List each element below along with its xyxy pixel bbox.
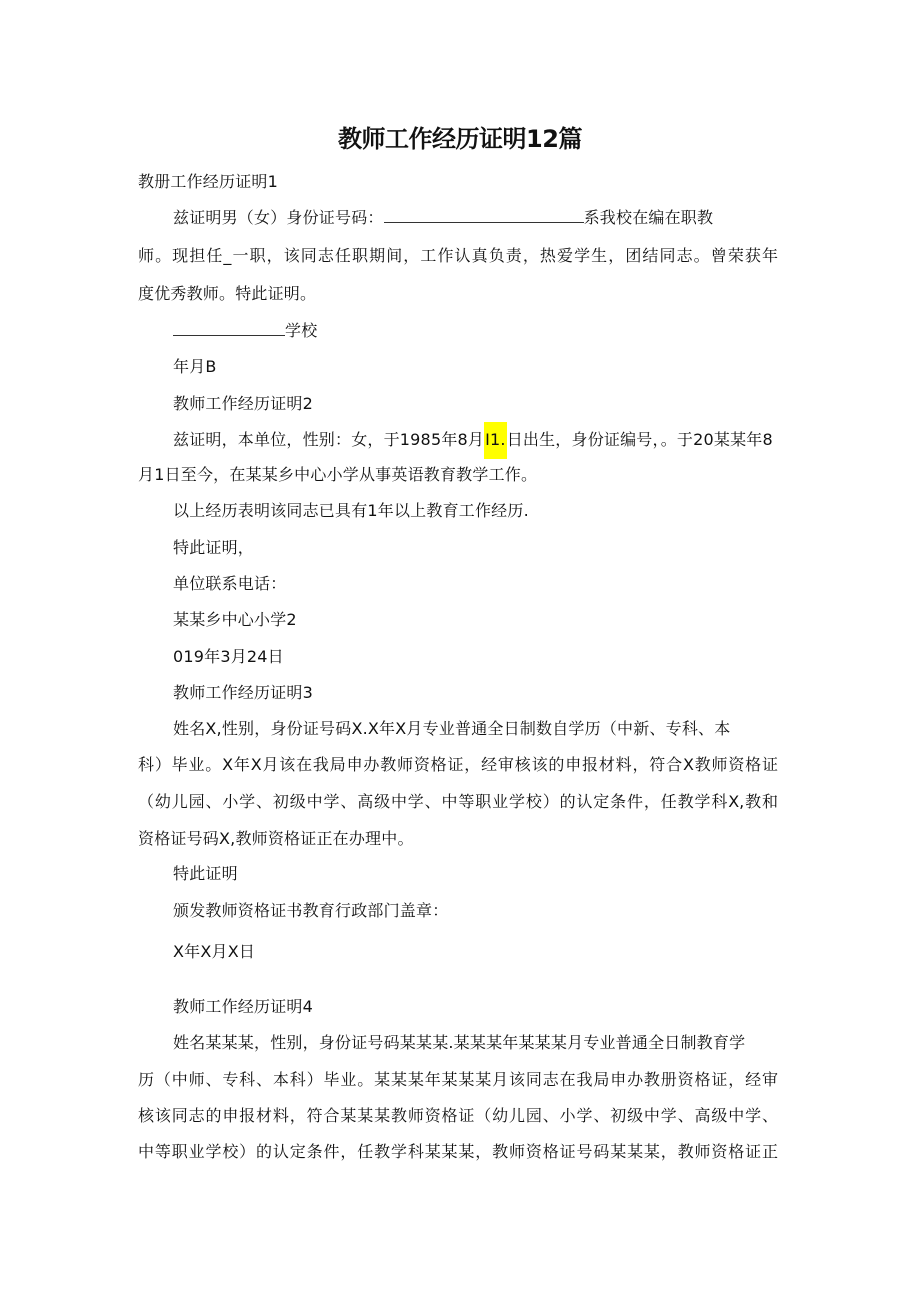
section-3-date: X年X月X日	[173, 942, 256, 961]
section-2-line-4: 特此证明，	[173, 538, 255, 557]
text-segment: 日出生，身份证编号，。于20某某年8	[506, 430, 773, 449]
section-4-line-2: 历（中师、专科、本科）毕业。某某某年某某某月该同志在我局申办教册资格证，经审	[138, 1070, 778, 1089]
section-3-line-1: 姓名X,性别，身份证号码X.X年X月专业普通全日制数自学历（中新、专科、本	[173, 719, 731, 738]
section-4-line-3: 核该同志的申报材料，符合某某某教师资格证（幼儿园、小学、初级中学、高级中学、	[138, 1106, 778, 1125]
highlighted-text: I1.	[484, 422, 507, 459]
text-segment: 兹证明，本单位，性别：女，于1985年8月	[173, 430, 485, 449]
section-2-heading: 教师工作经历证明2	[173, 394, 313, 413]
section-4-heading: 教师工作经历证明4	[173, 997, 313, 1016]
section-2-line-5: 单位联系电话：	[173, 574, 287, 593]
section-4-line-4: 中等职业学校）的认定条件，任教学科某某某，教师资格证号码某某某，教师资格证正	[138, 1142, 778, 1161]
section-1-line-3: 度优秀教师。特此证明。	[138, 284, 317, 303]
text-segment: 系我校在编在职教	[583, 208, 714, 227]
section-1-heading: 教册工作经历证明1	[138, 172, 278, 191]
section-3-heading: 教师工作经历证明3	[173, 683, 313, 702]
section-1-line-1	[173, 208, 713, 228]
fill-in-blank	[384, 208, 584, 223]
section-3-line-2: 科）毕业。X年X月该在我局申办教师资格证，经审核该的申报材料，符合X教师资格证	[138, 755, 778, 774]
section-2-line-6: 某某乡中心小学2	[173, 610, 297, 629]
section-3-line-3: （幼儿园、小学、初级中学、高级中学、中等职业学校）的认定条件，任教学科X,教和	[138, 792, 778, 811]
school-label: 学校	[285, 321, 318, 340]
section-3-line-5: 特此证明	[173, 864, 238, 883]
section-3-line-4: 资格证号码X,教师资格证正在办理中。	[138, 829, 414, 848]
section-1-line-2: 师。现担任_一职，该同志任职期间，工作认真负责，热爱学生，团结同志。曾荣获年	[138, 246, 778, 265]
school-signature-line	[173, 321, 317, 341]
section-1-date: 年月B	[173, 357, 217, 376]
fill-in-blank	[173, 321, 285, 336]
section-2-line-3: 以上经历表明该同志已具有1年以上教育工作经历.	[173, 501, 529, 520]
section-2-line-1	[173, 430, 773, 450]
section-2-date: 019年3月24日	[173, 647, 284, 666]
text-segment: 兹证明男（女）身份证号码：	[173, 208, 384, 227]
section-3-line-6: 颁发教师资格证书教育行政部门盖章：	[173, 901, 449, 920]
document-title: 教师工作经历证明12篇	[338, 125, 582, 153]
section-4-line-1: 姓名某某某，性别，身份证号码某某某.某某某年某某某月专业普通全日制教育学	[173, 1033, 746, 1052]
section-2-line-2: 月1日至今，在某某乡中心小学从事英语教育教学工作。	[138, 465, 538, 484]
